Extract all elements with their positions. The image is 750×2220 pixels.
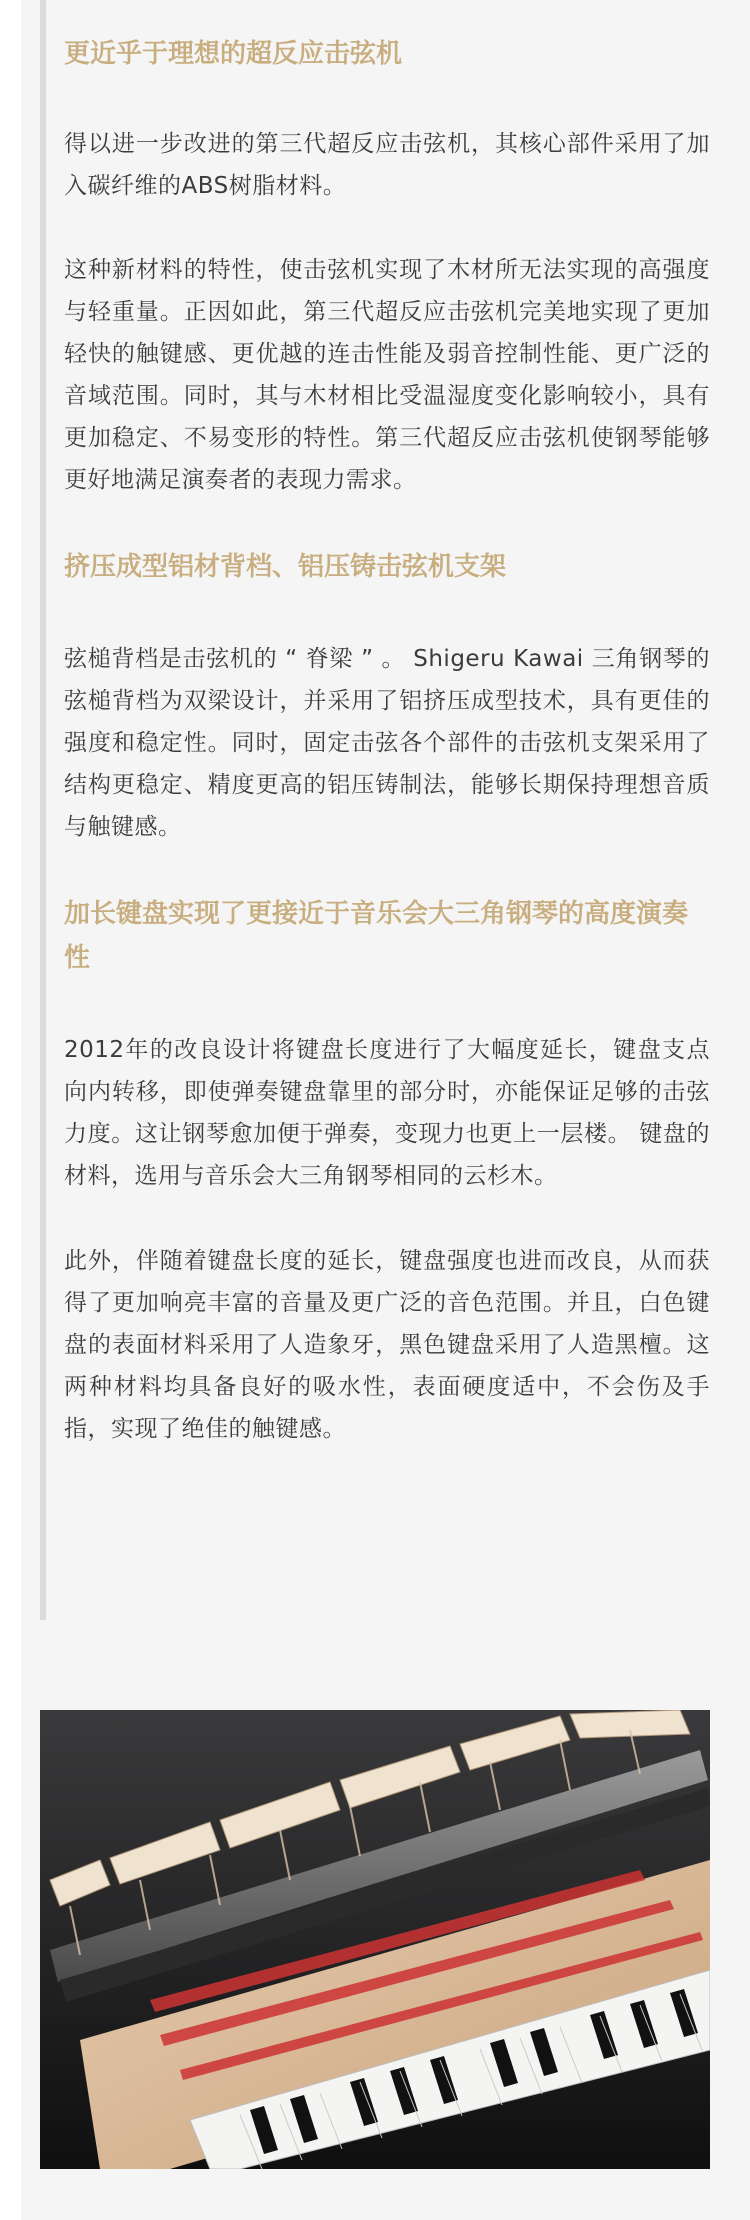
section-paragraph: 此外，伴随着键盘长度的延长，键盘强度也进而改良，从而获得了更加响亮丰富的音量及更广泛的音色范围。并且，白色键盘的表面材料采用了人造象牙，黑色键盘采用了人造黑檀。这两种材料均具备良好的吸水性，表面硬度适中，不会伤及手指，实现了绝佳的触键感。 xyxy=(64,1248,710,1442)
section-heading-aluminum: 挤压成型铝材背档、铝压铸击弦机支架 xyxy=(64,552,507,582)
section-paragraph: 这种新材料的特性，使击弦机实现了木材所无法实现的高强度与轻重量。正因如此，第三代超反应击弦机完美地实现了更加轻快的触键感、更优越的连击性能及弱音控制性能、更广泛的音域范围。同时，其与木材相比受温湿度变化影响较小，具有更加稳定、不易变形的特性。第三代超反应击弦机使钢琴能够更好地满足演奏者的表现力需求。 xyxy=(64,257,710,493)
section-heading-keyboard: 加长键盘实现了更接近于音乐会大三角钢琴的高度演奏性 xyxy=(64,899,689,973)
article-quote-block xyxy=(40,0,710,1620)
section-paragraph: 得以进一步改进的第三代超反应击弦机，其核心部件采用了加入碳纤维的ABS树脂材料。 xyxy=(64,131,710,199)
piano-action-photo xyxy=(40,1710,710,2169)
piano-action-illustration xyxy=(40,1710,710,2169)
section-paragraph: 2012年的改良设计将键盘长度进行了大幅度延长，键盘支点向内转移，即使弹奏键盘靠里的部分时，亦能保证足够的击弦力度。这让钢琴愈加便于弹奏，变现力也更上一层楼。 键盘的材料，选用与音乐会大三角钢琴相同的云杉木。 xyxy=(64,1037,710,1189)
section-paragraph: 弦槌背档是击弦机的 “ 脊梁 ” 。 Shigeru Kawai 三角钢琴的弦槌背档为双梁设计，并采用了铝挤压成型技术，具有更佳的强度和稳定性。同时，固定击弦各个部件的击弦机支架采用了结构更稳定、精度更高的铝压铸制法，能够长期保持理想音质与触键感。 xyxy=(64,646,710,840)
section-heading-action: 更近乎于理想的超反应击弦机 xyxy=(64,39,403,69)
